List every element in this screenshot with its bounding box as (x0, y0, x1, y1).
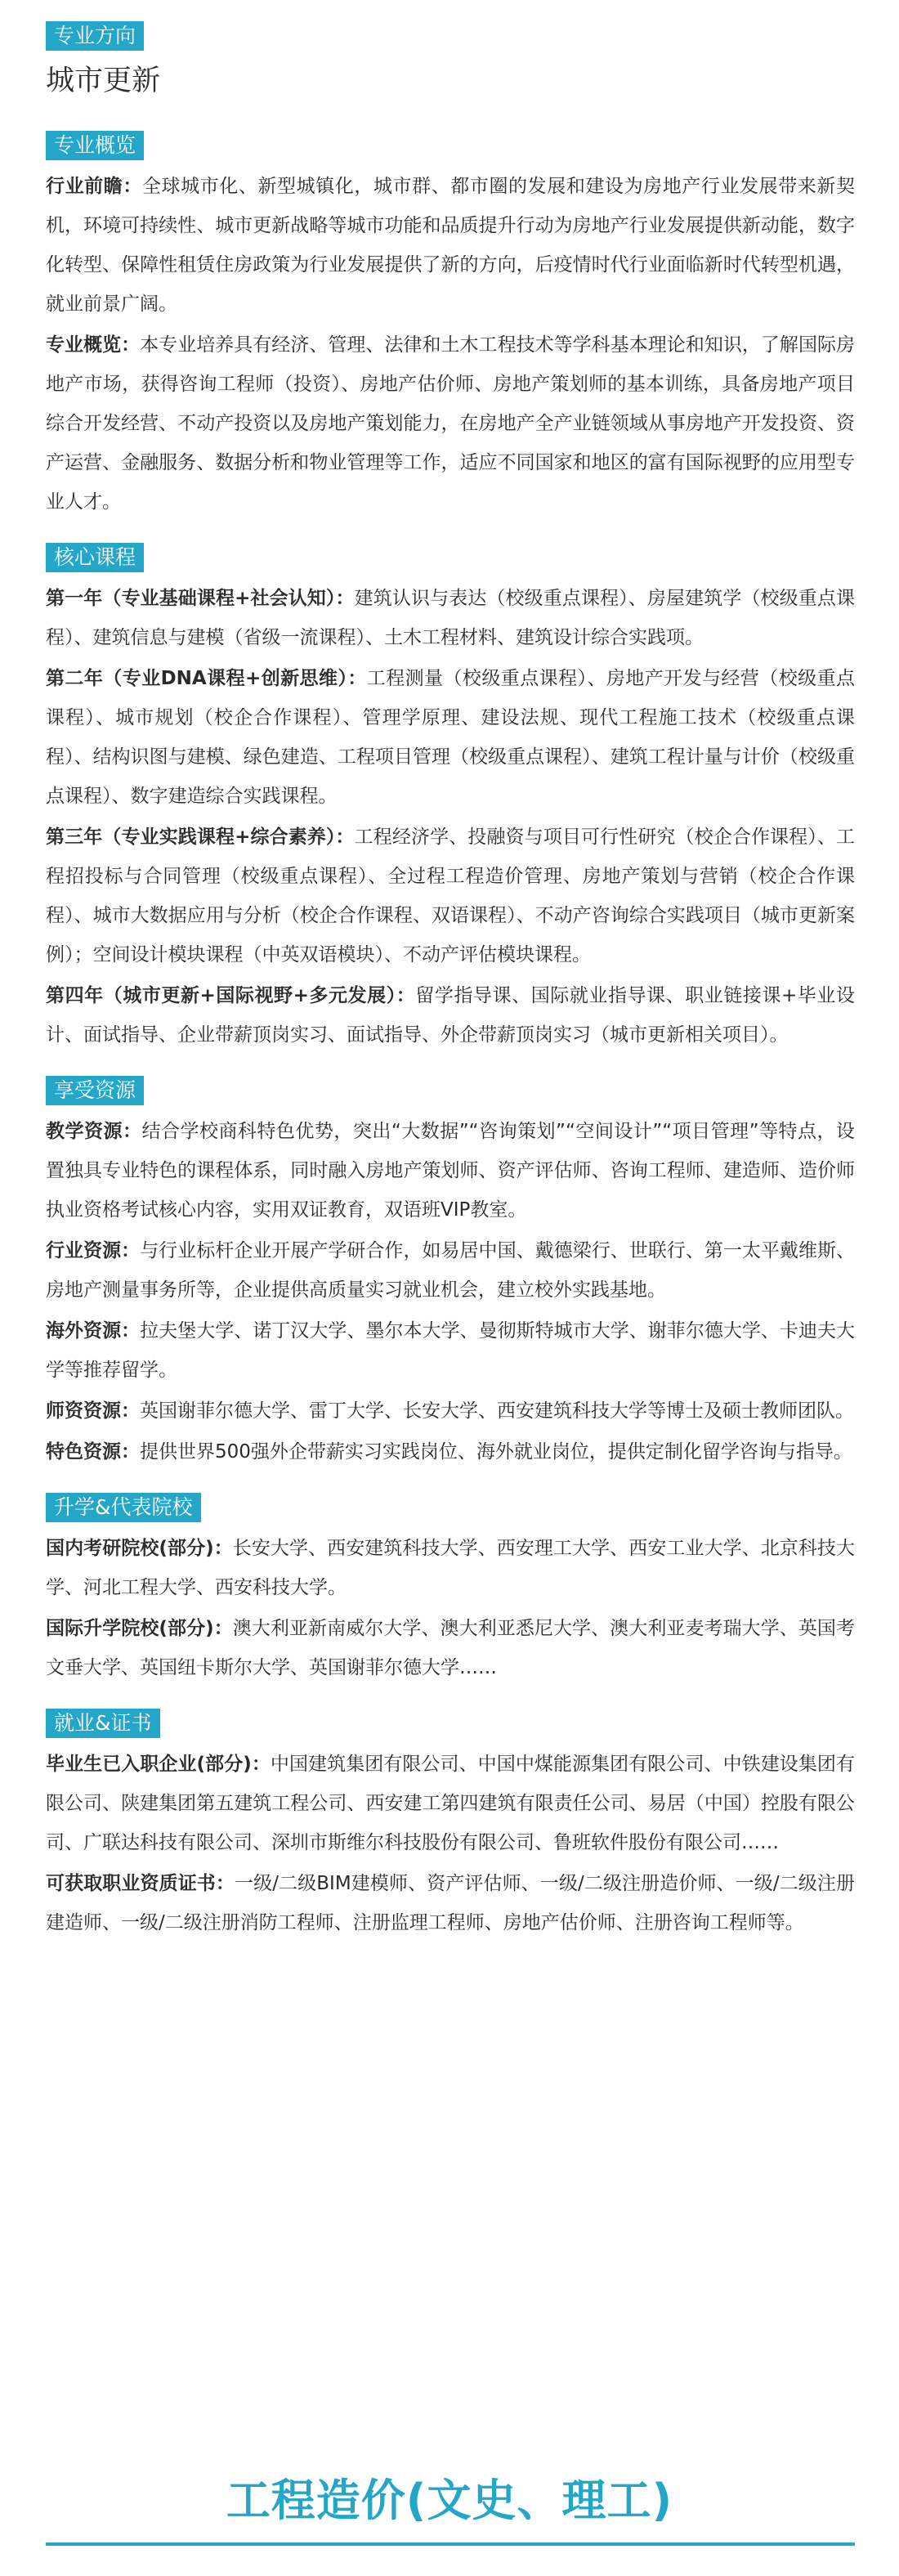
major-tag: 专业方向 (46, 21, 144, 51)
item-label: 海外资源： (46, 1320, 141, 1342)
next-major-title: 工程造价(文史、理工) (226, 2475, 673, 2526)
schools-domestic (46, 1529, 855, 1607)
item-label: 第二年（专业DNA课程+创新思维）： (46, 668, 367, 689)
item-text: 长安大学、西安建筑科技大学、西安理工大学、西安工业大学、北京科技大学、河北工程大学、西安科技大学。 (46, 1538, 856, 1598)
item-label: 国际升学院校(部分)： (46, 1618, 233, 1639)
overview-tag: 专业概览 (46, 131, 144, 160)
courses-tag: 核心课程 (46, 543, 144, 572)
item-label: 教学资源： (46, 1121, 142, 1142)
course-year-2 (46, 659, 855, 816)
item-text: 拉夫堡大学、诺丁汉大学、墨尔本大学、曼彻斯特城市大学、谢菲尔德大学、卡迪夫大学等推荐留学。 (46, 1320, 856, 1381)
resources-tag: 享受资源 (46, 1076, 144, 1105)
resource-overseas (46, 1311, 855, 1390)
title-underline (46, 2542, 855, 2546)
major-section (46, 21, 855, 101)
item-text: 中国建筑集团有限公司、中国中煤能源集团有限公司、中铁建设集团有限公司、陕建集团第五建筑工程公司、西安建工第四建筑有限责任公司、易居（中国）控股有限公司、广联达科技有限公司、深圳市斯维尔科技股份有限公司、鲁班软件股份有限公司…… (46, 1754, 855, 1853)
career-certificates (46, 1864, 855, 1942)
career-tag: 就业&证书 (46, 1709, 160, 1738)
item-label: 可获取职业资质证书： (46, 1873, 235, 1894)
item-text: 结合学校商科特色优势，突出“大数据”“咨询策划”“空间设计”“项目管理”等特点，设置独具专业特色的课程体系，同时融入房地产策划师、资产评估师、咨询工程师、建造师、造价师执业资格考试核心内容，实用双证教育，双语班VIP教室。 (46, 1121, 856, 1221)
schools-section (46, 1493, 855, 1687)
course-year-3 (46, 818, 855, 974)
course-year-1 (46, 579, 855, 657)
major-name: 城市更新 (46, 65, 161, 97)
item-text: 一级/二级BIM建模师、资产评估师、一级/二级注册造价师、一级/二级注册建造师、一级/二级注册消防工程师、注册监理工程师、房地产估价师、注册咨询工程师等。 (46, 1873, 856, 1933)
major-document (46, 21, 855, 1942)
item-label: 第一年（专业基础课程+社会认知）： (46, 588, 355, 609)
item-text: 留学指导课、国际就业指导课、职业链接课+毕业设计、面试指导、企业带薪顶岗实习、面试指导、外企带薪顶岗实习（城市更新相关项目）。 (46, 985, 855, 1046)
item-text: 全球城市化、新型城镇化，城市群、都市圈的发展和建设为房地产行业发展带来新契机，环境可持续性、城市更新战略等城市功能和品质提升行动为房地产行业发展提供新动能，数字化转型、保障性租赁住房政策为行业发展提供了新的方向，后疫情时代行业面临新时代转型机遇，就业前景广阔。 (46, 176, 856, 315)
item-label: 特色资源： (46, 1441, 140, 1463)
item-text: 建筑认识与表达（校级重点课程）、房屋建筑学（校级重点课程）、建筑信息与建模（省级一流课程）、土木工程材料、建筑设计综合实践项。 (46, 588, 855, 648)
item-text: 提供世界500强外企带薪实习实践岗位、海外就业岗位，提供定制化留学咨询与指导。 (140, 1441, 852, 1463)
resource-faculty (46, 1391, 855, 1431)
item-label: 毕业生已入职企业(部分)： (46, 1754, 271, 1775)
resource-teaching (46, 1112, 855, 1230)
item-text: 英国谢菲尔德大学、雷丁大学、长安大学、西安建筑科技大学等博士及硕士教师团队。 (140, 1400, 854, 1422)
item-label: 专业概览： (46, 334, 141, 356)
item-label: 第三年（专业实践课程+综合素养）： (46, 827, 355, 848)
item-label: 国内考研院校(部分)： (46, 1538, 233, 1559)
resources-section (46, 1076, 855, 1472)
overview-section (46, 131, 855, 522)
item-label: 行业资源： (46, 1240, 141, 1261)
item-label: 师资资源： (46, 1400, 140, 1422)
resource-industry (46, 1231, 855, 1310)
item-label: 行业前瞻： (46, 176, 142, 197)
overview-item-outlook (46, 167, 855, 324)
schools-tag: 升学&代表院校 (46, 1493, 201, 1522)
item-label: 第四年（城市更新+国际视野+多元发展）： (46, 985, 416, 1006)
resource-featured (46, 1432, 855, 1472)
courses-section (46, 543, 855, 1055)
career-section (46, 1709, 855, 1942)
item-text: 与行业标杆企业开展产学研合作，如易居中国、戴德梁行、世联行、第一太平戴维斯、房地产测量事务所等，企业提供高质量实习就业机会，建立校外实践基地。 (46, 1240, 856, 1301)
item-text: 工程测量（校级重点课程）、房地产开发与经营（校级重点课程）、城市规划（校企合作课程）、管理学原理、建设法规、现代工程施工技术（校级重点课程）、结构识图与建模、绿色建造、工程项目管理（校级重点课程）、建筑工程计量与计价（校级重点课程）、数字建造综合实践课程。 (46, 668, 855, 807)
item-text: 工程经济学、投融资与项目可行性研究（校企合作课程）、工程招投标与合同管理（校级重点课程）、全过程工程造价管理、房地产策划与营销（校企合作课程）、城市大数据应用与分析（校企合作课程、双语课程）、不动产咨询综合实践项目（城市更新案例）；空间设计模块课程（中英双语模块）、不动产评估模块课程。 (46, 827, 855, 965)
item-text: 本专业培养具有经济、管理、法律和土木工程技术等学科基本理论和知识，了解国际房地产市场，获得咨询工程师（投资）、房地产估价师、房地产策划师的基本训练，具备房地产项目综合开发经营、不动产投资以及房地产策划能力，在房地产全产业链领域从事房地产开发投资、资产运营、金融服务、数据分析和物业管理等工作，适应不同国家和地区的富有国际视野的应用型专业人才。 (46, 334, 856, 513)
schools-international (46, 1609, 855, 1687)
course-year-4 (46, 976, 855, 1055)
career-employers (46, 1745, 855, 1862)
item-text: 澳大利亚新南威尔大学、澳大利亚悉尼大学、澳大利亚麦考瑞大学、英国考文垂大学、英国纽卡斯尔大学、英国谢菲尔德大学…… (46, 1618, 856, 1678)
overview-item-profile (46, 325, 855, 522)
